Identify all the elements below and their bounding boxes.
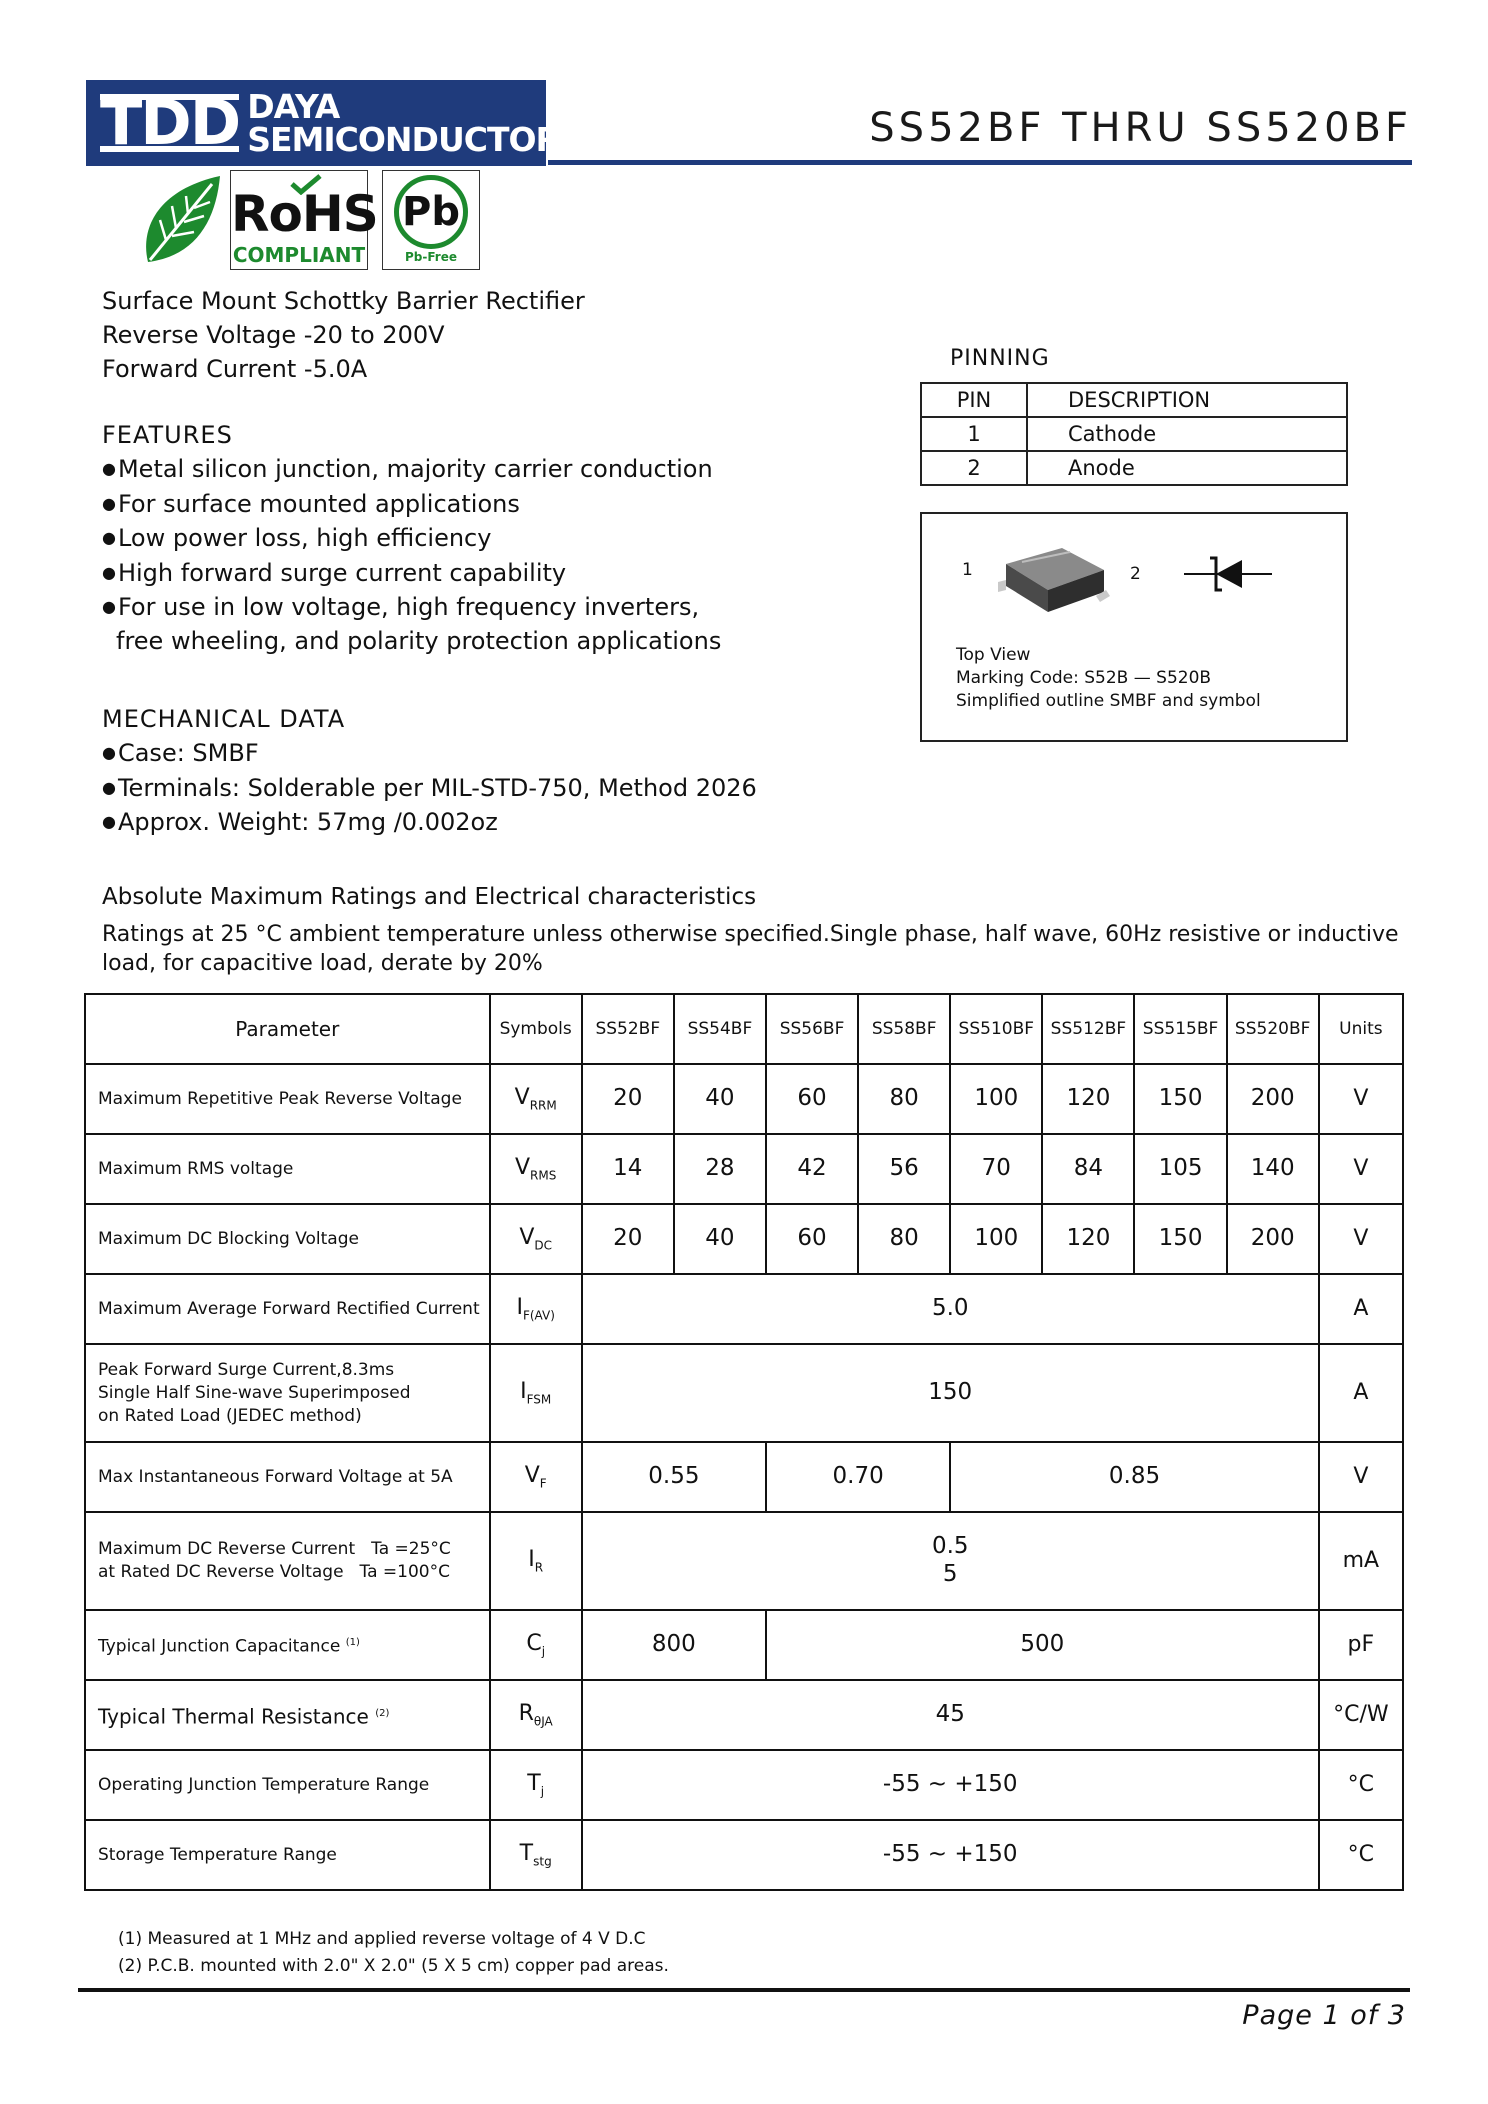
pb-symbol: Pb (402, 189, 460, 235)
table-row (85, 1344, 1403, 1442)
value-cell: 28 (674, 1134, 766, 1204)
logo-name (247, 87, 560, 159)
value-cell: 60 (766, 1064, 858, 1134)
symbol: V (514, 1155, 531, 1181)
table-row (921, 417, 1347, 451)
feature-item: ● For surface mounted applications (102, 487, 721, 522)
symbol-subscript: stg (533, 1854, 552, 1869)
mechanical-section (102, 702, 757, 840)
table-row (85, 1274, 1403, 1344)
pin-number: 2 (921, 451, 1027, 485)
smbf-package-icon (992, 534, 1112, 624)
parameter-name: Maximum Repetitive Peak Reverse Voltage (85, 1064, 490, 1134)
parameter-text: Maximum DC Reverse Current (98, 1539, 356, 1559)
symbol: V (524, 1463, 540, 1489)
column-header: Symbols (490, 994, 582, 1064)
product-summary (102, 284, 585, 386)
outline-caption-line: Top View (956, 645, 1031, 665)
symbol: T (519, 1841, 534, 1867)
feature-item-continuation: free wheeling, and polarity protection applications (116, 626, 722, 655)
footer-rule (78, 1988, 1410, 1992)
value-cell: 0.85 (950, 1442, 1319, 1512)
unit-cell: V (1319, 1204, 1403, 1274)
mechanical-item: ● Approx. Weight: 57mg /0.002oz (102, 805, 757, 840)
pin1-label: 1 (962, 560, 973, 580)
value-cell: -55 ~ +150 (582, 1750, 1319, 1820)
symbol-subscript: j (540, 1784, 545, 1799)
symbol-subscript: θJA (533, 1714, 553, 1729)
parameter-text: Typical Junction Capacitance (98, 1636, 341, 1657)
symbol: C (526, 1631, 542, 1657)
symbol-cell (490, 1820, 582, 1890)
parameter-line: Peak Forward Surge Current,8.3ms (98, 1359, 395, 1380)
ratings-note: Ratings at 25 °C ambient temperature unless otherwise specified.Single phase, half wave, 60Hz resistive or inductive load, for capacitive load, derate by 20% (102, 922, 1399, 976)
symbol-cell (490, 1064, 582, 1134)
parameter-line (98, 1538, 489, 1561)
table-row (921, 383, 1347, 417)
value-cell: 40 (674, 1204, 766, 1274)
unit-cell: V (1319, 1442, 1403, 1512)
symbol-cell (490, 1750, 582, 1820)
symbol-subscript: F (539, 1476, 547, 1491)
parameter-name (85, 1680, 490, 1750)
value-cell: 105 (1134, 1134, 1226, 1204)
symbol-subscript: RMS (530, 1168, 557, 1183)
value-cell (582, 1512, 1319, 1610)
column-header: SS515BF (1134, 994, 1226, 1064)
symbol: V (519, 1225, 535, 1251)
test-condition: Ta =100°C (359, 1562, 450, 1582)
pin-description: Cathode (1027, 417, 1347, 451)
parameter-name: Maximum Average Forward Rectified Current (85, 1274, 490, 1344)
value-cell: 45 (582, 1680, 1319, 1750)
value-cell: 84 (1042, 1134, 1134, 1204)
value-cell: 80 (858, 1204, 950, 1274)
outline-caption-line: Simplified outline SMBF and symbol (956, 691, 1261, 711)
rohs-text: RoHS (231, 185, 378, 243)
rohs-badge (230, 170, 378, 270)
table-row (85, 1204, 1403, 1274)
rohs-compliant: COMPLIANT (232, 243, 366, 267)
footnote-ref: (1) (345, 1637, 360, 1649)
parameter-name: Operating Junction Temperature Range (85, 1750, 490, 1820)
parameter-line: on Rated Load (JEDEC method) (98, 1405, 362, 1426)
symbol-cell (490, 1344, 582, 1442)
value-cell: 60 (766, 1204, 858, 1274)
logo-name-line2: SEMICONDUCTOR (247, 120, 560, 159)
value-cell: 40 (674, 1064, 766, 1134)
unit-cell: mA (1319, 1512, 1403, 1610)
symbol: R (518, 1701, 534, 1727)
pb-free-icon (394, 175, 468, 249)
value-cell: 70 (950, 1134, 1042, 1204)
value-cell: 200 (1227, 1204, 1319, 1274)
table-row (85, 1512, 1403, 1610)
value-cell: 14 (582, 1134, 674, 1204)
column-header: SS510BF (950, 994, 1042, 1064)
feature-item: ● High forward surge current capability (102, 556, 721, 591)
features-heading: FEATURES (102, 421, 233, 449)
value-cell: 0.55 (582, 1442, 766, 1512)
mechanical-item: ● Case: SMBF (102, 736, 757, 771)
outline-caption-line: Marking Code: S52B — S520B (956, 668, 1212, 688)
summary-line1: Surface Mount Schottky Barrier Rectifier (102, 287, 585, 315)
unit-cell: A (1319, 1344, 1403, 1442)
unit-cell: V (1319, 1134, 1403, 1204)
symbol-subscript: F(AV) (522, 1308, 555, 1323)
value-cell: 100 (950, 1204, 1042, 1274)
value-cell: 80 (858, 1064, 950, 1134)
parameter-line (98, 1561, 489, 1584)
unit-cell: pF (1319, 1610, 1403, 1680)
feature-item: ● Metal silicon junction, majority carrier conduction (102, 452, 721, 487)
footnotes (118, 1926, 669, 1980)
table-header-row (85, 994, 1403, 1064)
description-header: DESCRIPTION (1027, 383, 1347, 417)
column-header: SS52BF (582, 994, 674, 1064)
pb-free-badge (382, 170, 480, 270)
parameter-name: Storage Temperature Range (85, 1820, 490, 1890)
value-cell: 5.0 (582, 1274, 1319, 1344)
symbol-subscript: j (541, 1644, 546, 1659)
table-row (85, 1680, 1403, 1750)
symbol: I (520, 1379, 527, 1405)
value-cell: 56 (858, 1134, 950, 1204)
symbol: I (516, 1295, 523, 1321)
value-cell: 100 (950, 1064, 1042, 1134)
column-header: Units (1319, 994, 1403, 1064)
checkmark-icon (289, 173, 323, 195)
pin-header: PIN (921, 383, 1027, 417)
parameter-name: Maximum RMS voltage (85, 1134, 490, 1204)
parameter-name: Maximum DC Blocking Voltage (85, 1204, 490, 1274)
parameter-text: at Rated DC Reverse Voltage (98, 1562, 344, 1582)
value-cell: 42 (766, 1134, 858, 1204)
parameter-name: Max Instantaneous Forward Voltage at 5A (85, 1442, 490, 1512)
symbol-cell (490, 1512, 582, 1610)
value-cell: 150 (582, 1344, 1319, 1442)
column-header: SS58BF (858, 994, 950, 1064)
unit-cell: °C/W (1319, 1680, 1403, 1750)
symbol-subscript: DC (534, 1238, 553, 1253)
footnote-ref: (2) (375, 1707, 390, 1719)
outline-caption (956, 644, 1261, 713)
symbol-cell (490, 1442, 582, 1512)
table-row (85, 1750, 1403, 1820)
summary-line2: Reverse Voltage -20 to 200V (102, 321, 445, 349)
footnote: (2) P.C.B. mounted with 2.0" X 2.0" (5 X 5 cm) copper pad areas. (118, 1956, 669, 1976)
pin-description: Anode (1027, 451, 1347, 485)
features-section (102, 418, 721, 658)
mechanical-heading: MECHANICAL DATA (102, 705, 346, 733)
pin2-label: 2 (1130, 564, 1141, 584)
unit-cell: °C (1319, 1750, 1403, 1820)
ratings-title: Absolute Maximum Ratings and Electrical characteristics (102, 884, 757, 910)
symbol: I (528, 1547, 535, 1573)
unit-cell: V (1319, 1064, 1403, 1134)
mechanical-item: ● Terminals: Solderable per MIL-STD-750, Method 2026 (102, 771, 757, 806)
value-cell: -55 ~ +150 (582, 1820, 1319, 1890)
unit-cell: °C (1319, 1820, 1403, 1890)
symbol: T (527, 1771, 541, 1797)
table-row (85, 1610, 1403, 1680)
value-line: 5 (942, 1561, 958, 1587)
table-row (85, 1820, 1403, 1890)
value-cell: 800 (582, 1610, 766, 1680)
symbol: V (514, 1085, 530, 1111)
value-cell: 500 (766, 1610, 1319, 1680)
parameter-line: Single Half Sine-wave Superimposed (98, 1382, 411, 1403)
column-header: Parameter (85, 994, 490, 1064)
value-cell: 120 (1042, 1204, 1134, 1274)
value-cell: 0.70 (766, 1442, 950, 1512)
table-row (85, 1134, 1403, 1204)
page-number: Page 1 of 3 (1242, 2000, 1406, 2031)
parameter-name (85, 1512, 490, 1610)
column-header: SS54BF (674, 994, 766, 1064)
value-cell: 150 (1134, 1064, 1226, 1134)
symbol-cell (490, 1680, 582, 1750)
value-cell: 120 (1042, 1064, 1134, 1134)
value-line: 0.5 (931, 1533, 969, 1560)
value-cell: 20 (582, 1204, 674, 1274)
value-cell: 200 (1227, 1064, 1319, 1134)
feature-item: ● Low power loss, high efficiency (102, 521, 721, 556)
logo-mark: TDD (100, 86, 240, 159)
pb-free-caption: Pb-Free (405, 250, 457, 264)
value-cell: 140 (1227, 1134, 1319, 1204)
symbol-subscript: FSM (526, 1392, 552, 1407)
test-condition: Ta =25°C (371, 1539, 451, 1559)
summary-line3: Forward Current -5.0A (102, 355, 368, 383)
symbol-subscript: RRM (529, 1098, 557, 1113)
company-logo (86, 80, 560, 166)
diode-symbol-icon (1180, 552, 1276, 596)
logo-name-line1: DAYA (247, 87, 340, 126)
symbol-subscript: R (534, 1560, 544, 1575)
symbol-cell (490, 1274, 582, 1344)
column-header: SS512BF (1042, 994, 1134, 1064)
symbol-cell (490, 1134, 582, 1204)
header-rule (548, 160, 1412, 165)
leaf-icon (136, 170, 226, 270)
ratings-table (84, 993, 1404, 1891)
part-title: SS52BF THRU SS520BF (869, 105, 1412, 151)
parameter-name (85, 1610, 490, 1680)
pinning-table (920, 382, 1348, 486)
symbol-cell (490, 1610, 582, 1680)
value-cell: 150 (1134, 1204, 1226, 1274)
pinning-title: PINNING (950, 346, 1050, 371)
parameter-text: Typical Thermal Resistance (98, 1704, 369, 1729)
table-row (85, 1442, 1403, 1512)
package-outline-box (920, 512, 1348, 742)
table-row (85, 1064, 1403, 1134)
parameter-name (85, 1344, 490, 1442)
table-row (921, 451, 1347, 485)
feature-item: ● For use in low voltage, high frequency inverters, (102, 590, 721, 625)
column-header: SS520BF (1227, 994, 1319, 1064)
unit-cell: A (1319, 1274, 1403, 1344)
footnote: (1) Measured at 1 MHz and applied reverse voltage of 4 V D.C (118, 1929, 646, 1949)
value-cell: 20 (582, 1064, 674, 1134)
column-header: SS56BF (766, 994, 858, 1064)
pin-number: 1 (921, 417, 1027, 451)
symbol-cell (490, 1204, 582, 1274)
